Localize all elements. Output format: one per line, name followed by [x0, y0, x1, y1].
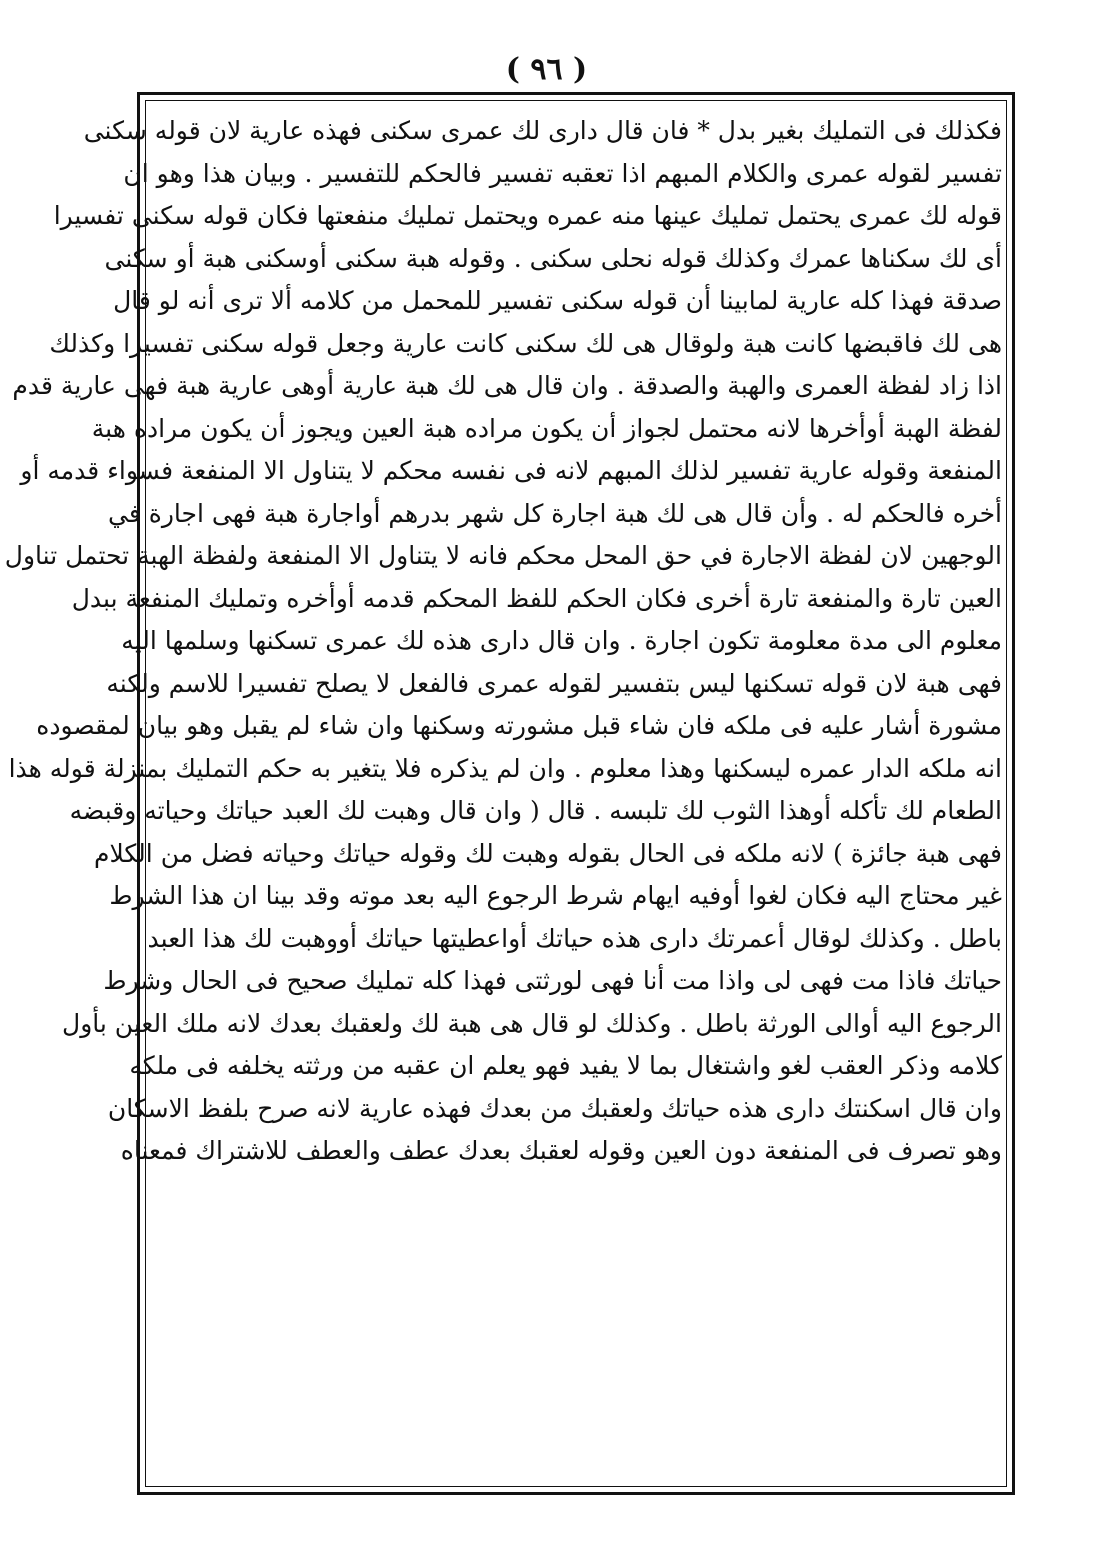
text-line: الرجوع اليه أوالى الورثة باطل . وكذلك لو قال هى هبة لك ولعقبك بعدك لانه ملك العين بأول: [62, 1008, 1002, 1038]
text-line: فكذلك فى التمليك بغير بدل * فان قال دارى لك عمرى سكنى فهذه عارية لان قوله سكنى: [83, 116, 1002, 145]
text-line: الوجهين لان لفظة الاجارة في حق المحل محكم فانه لا يتناول الا المنفعة ولفظة الهبة تحتمل تناول: [4, 541, 1002, 570]
text-line: حياتك فاذا مت فهى لى واذا مت أنا فهى لورثتى فهذا كله تمليك صحيح فى الحال وشرط: [103, 966, 1002, 995]
text-line: وهو تصرف فى المنفعة دون العين وقوله لعقبك بعدك عطف والعطف للاشتراك فمعناه: [120, 1136, 1002, 1165]
text-line: فهى هبة جائزة ) لانه ملكه فى الحال بقوله وهبت لك وقوله حياتك وحياته فضل من الكلام: [93, 838, 1002, 868]
text-line: انه ملكه الدار عمره ليسكنها وهذا معلوم . وان لم يذكره فلا يتغير به حكم التمليك بمنزلة قوله هذا: [8, 753, 1002, 783]
text-line: معلوم الى مدة معلومة تكون اجارة . وان قال دارى هذه لك عمرى تسكنها وسلمها اليه: [121, 626, 1002, 655]
text-line: أى لك سكناها عمرك وكذلك قوله نحلى سكنى . وقوله هبة سكنى أوسكنى هبة أو سكنى: [104, 243, 1002, 273]
text-line: باطل . وكذلك لوقال أعمرتك دارى هذه حياتك أواعطيتها حياتك أووهبت لك هذا العبد: [147, 923, 1002, 953]
text-line: المنفعة وقوله عارية تفسير لذلك المبهم لانه فى نفسه محكم لا يتناول الا المنفعة فسواء قدمه أو: [20, 456, 1002, 485]
page-number: ( ٩٦ ): [505, 52, 588, 87]
text-line: أخره فالحكم له . وأن قال هى لك هبة اجارة كل شهر بدرهم أواجارة هبة فهى اجارة في: [108, 498, 1002, 528]
text-line: فهى هبة لان قوله تسكنها ليس بتفسير لقوله عمرى فالفعل لا يصلح تفسيرا للاسم ولكنه: [106, 668, 1002, 698]
text-line: لفظة الهبة أوأخرها لانه محتمل لجواز أن يكون مراده هبة العين ويجوز أن يكون مراده هبة: [91, 413, 1002, 443]
text-line: تفسير لقوله عمرى والكلام المبهم اذا تعقبه تفسير فالحكم للتفسير . وبيان هذا وهو ان: [123, 158, 1002, 188]
text-line: الطعام لك تأكله أوهذا الثوب لك تلبسه . قال ( وان قال وهبت لك العبد حياتك وحياته وقبضه: [69, 796, 1002, 825]
text-line: وان قال اسكنتك دارى هذه حياتك ولعقبك من بعدك فهذه عارية لانه صرح بلفظ الاسكان: [107, 1093, 1002, 1123]
text-line: كلامه وذكر العقب لغو واشتغال بما لا يفيد فهو يعلم ان عقبه من ورثته يخلفه فى ملكه: [129, 1051, 1002, 1080]
text-line: هى لك فاقبضها كانت هبة ولوقال هى لك سكنى كانت عارية وجعل قوله سكنى تفسيرا وكذلك: [49, 328, 1002, 358]
text-line: قوله لك عمرى يحتمل تمليك عينها منه عمره ويحتمل تمليك منفعتها فكان قوله سكنى تفسيرا: [53, 201, 1002, 230]
text-line: العين تارة والمنفعة تارة أخرى فكان الحكم للفظ المحكم قدمه أوأخره وتمليك المنفعة ببدل: [71, 583, 1002, 613]
text-line: غير محتاج اليه فكان لغوا أوفيه ايهام شرط الرجوع اليه بعد موته وقد بينا ان هذا الشرط: [109, 881, 1002, 910]
text-line: مشورة أشار عليه فى ملكه فان شاء قبل مشورته وسكنها وان شاء لم يقبل وهو بيان لمقصوده: [36, 711, 1002, 740]
text-line: صدقة فهذا كله عارية لمابينا أن قوله سكنى تفسير للمحمل من كلامه ألا ترى أنه لو قال: [113, 286, 1002, 315]
text-line: اذا زاد لفظة العمرى والهبة والصدقة . وان قال هى لك هبة عارية أوهى عارية هبة فهى عارية قدم: [12, 371, 1002, 400]
body-text: [4, 110, 1002, 1480]
